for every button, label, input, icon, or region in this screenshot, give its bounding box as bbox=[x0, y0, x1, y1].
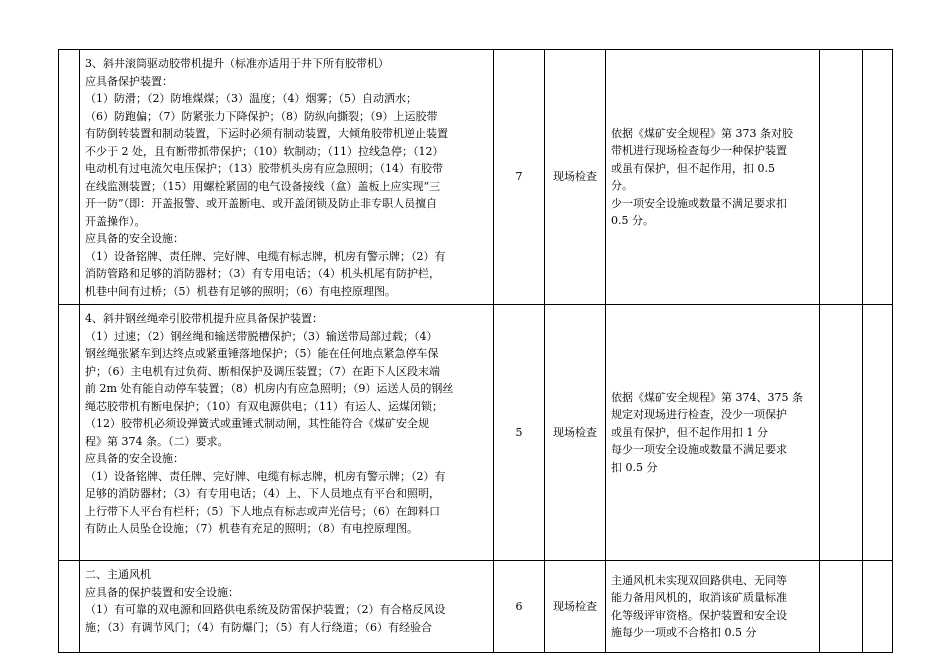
content-line: （6）防跑偏；（7）防紧张力下降保护；（8）防纵向撕裂；（9）上运胶带 bbox=[85, 109, 438, 123]
content-line: 消防管路和足够的消防器材；（3）有专用电话；（4）机头机尾有防护栏， bbox=[85, 267, 440, 280]
content-line: （1）过速；（2）钢丝绳和输送带脱槽保护；（3）输送带局部过载；（4） bbox=[85, 329, 438, 343]
criteria-line: 或虽有保护，但不起作用，扣 0.5 bbox=[611, 161, 775, 175]
score-cell: 6 bbox=[494, 561, 545, 653]
content-line: 不少于 2 处，且有断带抓带保护；（10）软制动；（11）拉线急停；（12） bbox=[85, 144, 444, 158]
criteria-line: 0.5 分。 bbox=[611, 214, 654, 227]
table-row bbox=[59, 305, 893, 561]
criteria-line: 分。 bbox=[611, 179, 633, 192]
criteria-line: 少一项安全设施或数量不满足要求扣 bbox=[611, 196, 787, 210]
criteria-line: 每少一项安全设施或数量不满足要求 bbox=[611, 443, 787, 457]
content-line: 应具备的安全设施： bbox=[85, 452, 184, 465]
item-number-cell bbox=[59, 305, 80, 561]
content-line: 足够的消防器材；（3）有专用电话；（4）上、下人员地点有平台和照明， bbox=[85, 487, 440, 500]
criteria-line: 施每少一项或不合格扣 0.5 分 bbox=[611, 626, 757, 639]
standard-content-cell bbox=[80, 50, 494, 305]
criteria-line: 化等级评审资格。保护装置和安全设 bbox=[611, 608, 787, 622]
criteria-line: 带机进行现场检查每少一种保护装置 bbox=[611, 144, 787, 157]
content-line: 在线监测装置；（15）用螺栓紧固的电气设备接线（盒）盖板上应实现“三 bbox=[85, 179, 441, 193]
content-line: 电动机有过电流欠电压保护；（13）胶带机头房有应急照明；（14）有胶带 bbox=[85, 162, 443, 175]
deduction-cell bbox=[820, 561, 863, 653]
content-line: 应具备的保护装置和安全设施： bbox=[85, 585, 239, 599]
content-line: 3、斜井滚筒驱动胶带机提升（标准亦适用于井下所有胶带机） bbox=[85, 57, 389, 70]
inspection-standard-table bbox=[58, 49, 893, 653]
score-cell: 5 bbox=[494, 305, 545, 561]
scoring-criteria-cell bbox=[606, 561, 820, 653]
content-line: （1）设备铭牌、责任牌、完好牌、电缆有标志牌，机房有警示牌；（2）有 bbox=[85, 249, 446, 263]
remarks-cell bbox=[863, 50, 893, 305]
criteria-line: 规定对现场进行检查，没少一项保护 bbox=[611, 408, 787, 422]
content-line: 护；（6）主电机有过负荷、断相保护及调压装置；（7）在距下人区段末端 bbox=[85, 364, 440, 378]
score-cell: 7 bbox=[494, 50, 545, 305]
scoring-criteria-cell bbox=[606, 305, 820, 561]
content-line: 施；（3）有调节风门；（4）有防爆门；（5）有人行绕道；（6）有经验合 bbox=[85, 620, 432, 634]
content-line: 绳芯胶带机有断电保护；（10）有双电源供电；（11）有运人、运煤闭锁； bbox=[85, 399, 443, 413]
criteria-line: 依据《煤矿安全规程》第 373 条对胶 bbox=[611, 126, 793, 140]
content-line: 开盖操作）。 bbox=[85, 214, 146, 228]
content-line: 钢丝绳张紧车到达终点或紧重锤落地保护；（5）能在任何地点紧急停车保 bbox=[85, 347, 439, 360]
scoring-criteria-cell bbox=[606, 50, 820, 305]
item-number-cell bbox=[59, 561, 80, 653]
content-line: 机巷中间有过桥；（5）机巷有足够的照明；（6）有电控原理图。 bbox=[85, 284, 396, 298]
item-number-cell bbox=[59, 50, 80, 305]
criteria-line: 依据《煤矿安全规程》第 374、375 条 bbox=[611, 390, 803, 404]
content-line: 程》第 374 条。（二）要求。 bbox=[85, 434, 229, 448]
content-line: 有防止人员坠仓设施；（7）机巷有充足的照明；（8）有电控原理图。 bbox=[85, 522, 418, 535]
content-line: 上行带下人平台有栏杆；（5）下人地点有标志或声光信号；（6）在卸料口 bbox=[85, 504, 440, 518]
deduction-cell bbox=[820, 305, 863, 561]
content-line: 有防倒转装置和制动装置，下运时必须有制动装置，大倾角胶带机逆止装置 bbox=[85, 127, 448, 140]
content-line: （1）防滑；（2）防堆煤煤；（3）温度；（4）烟雾；（5）自动洒水； bbox=[85, 92, 417, 105]
table-row bbox=[59, 561, 893, 653]
content-line: （1）有可靠的双电源和回路供电系统及防雷保护装置；（2）有合格反风设 bbox=[85, 603, 446, 616]
content-line: 二、主通风机 bbox=[85, 568, 151, 581]
criteria-line: 或虽有保护，但不起作用扣 1 分 bbox=[611, 425, 768, 439]
content-line: 4、斜井钢丝绳牵引胶带机提升应具备保护装置： bbox=[85, 312, 323, 325]
criteria-line: 扣 0.5 分 bbox=[611, 460, 658, 474]
content-line: 前 2m 处有能自动停车装置；（8）机房内有应急照明；（9）运送人员的钢丝 bbox=[85, 382, 454, 395]
content-line: （12）胶带机必须设弹簧式或重锤式制动闸，其性能符合《煤矿安全规 bbox=[85, 417, 429, 430]
content-line: 应具备的安全设施： bbox=[85, 232, 184, 245]
standard-content-cell bbox=[80, 305, 494, 561]
criteria-line: 主通风机未实现双回路供电、无同等 bbox=[611, 573, 787, 587]
inspection-method-cell: 现场检查 bbox=[545, 305, 606, 561]
inspection-method-cell: 现场检查 bbox=[545, 50, 606, 305]
table-row bbox=[59, 50, 893, 305]
deduction-cell bbox=[820, 50, 863, 305]
content-line: （1）设备铭牌、责任牌、完好牌、电缆有标志牌，机房有警示牌；（2）有 bbox=[85, 469, 446, 483]
standard-content-cell bbox=[80, 561, 494, 653]
remarks-cell bbox=[863, 305, 893, 561]
content-line: 开一防”（即：开盖报警、或开盖断电、或开盖闭锁及防止非专职人员擅自 bbox=[85, 197, 438, 210]
inspection-method-cell: 现场检查 bbox=[545, 561, 606, 653]
criteria-line: 能力备用风机的，取消该矿质量标准 bbox=[611, 591, 787, 604]
content-line: 应具备保护装置： bbox=[85, 74, 173, 88]
remarks-cell bbox=[863, 561, 893, 653]
